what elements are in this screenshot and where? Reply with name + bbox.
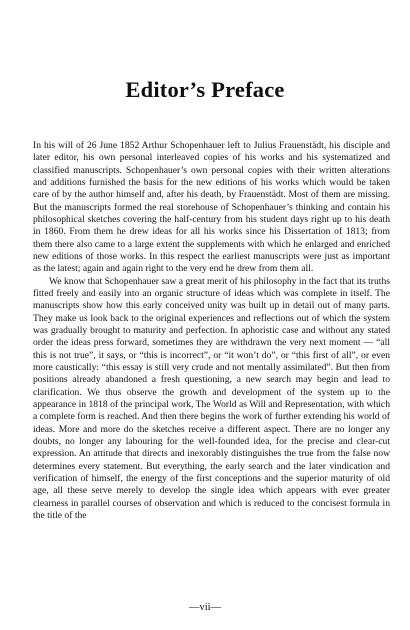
page-number: —vii— [188,602,222,613]
paragraph: We know that Schopenhauer saw a great merit of his philosophy in the fact that its truths fitted freely and easily into an organic structure of ideas which was complete in itself. The manuscripts show how this early conceived unity was built up in detail out of many parts. They make us look back to the original experiences and reflections out of which the system was gradually brought to maturity and perfection. In aphoristic case and without any stated order the ideas press forward, sometimes they are withdrawn the very next moment — “all this is not true”, it says, or “this is incorrect”, or “it won’t do”, or “this first of all”, or even more caustically: “this essay is still very crude and not mentally assimilated”. But then from positions already abandoned a fresh questioning, a new search may begin and lead to clarification. We thus observe the growth and development of the system up to the appearance in 1818 of the principal work, The World as Will and Representation, with which a complete form is reached. And then there begins the work of further extending his world of ideas. More and more do the sketches receive a different aspect. There are no longer any doubts, no longer any labouring for the well-founded idea, for the precise and clear-cut expression. An attitude that directs and inexorably distinguishes the true from the false now determines every statement. But everything, the early search and the later vindication and verification of himself, the energy of the first conceptions and the superior maturity of old age, all these serve merely to develop the single idea which appears with ever greater clearness in parallel courses of observation and which is reduced to the concisest formula in the title of the [33,275,390,521]
page-title: Editor’s Preface [125,77,285,103]
paragraph: In his will of 26 June 1852 Arthur Schopenhauer left to Julius Frauenstädt, his disciple and later editor, his own personal interleaved copies of his works and his systematized and classified manuscripts. Schopenhauer’s own personal copies with their written alterations and additions furnished the basis for the new editions of his works which would be taken care of by the author himself and, after his death, by Frauenstädt. Most of them are missing. But the manuscripts formed the real storehouse of Schopenhauer’s thinking and contain his philosophical sketches covering the half-century from his student days right up to his death in 1860. From them he drew ideas for all his works since his Dissertation of 1813; from them there also came to a large extent the supplements with which he enlarged and enriched new editions of those works. In this respect the earliest manuscripts were just as important as the latest; again and again right to the very end he drew from them all. [33,140,390,275]
preface-body [33,140,390,522]
